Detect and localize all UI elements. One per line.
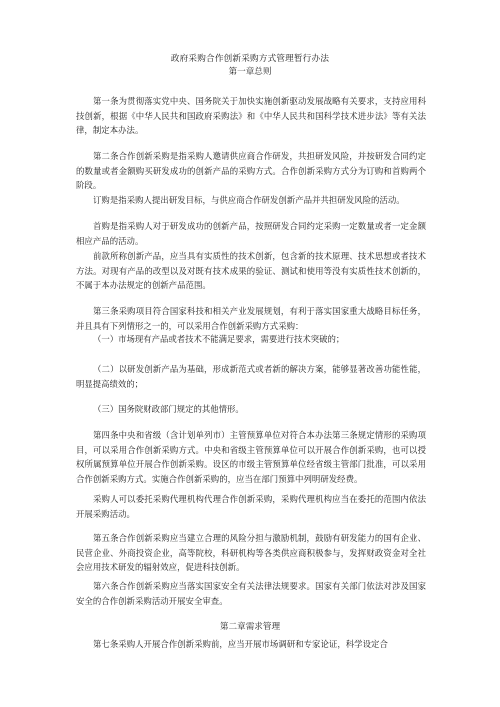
paragraph-ordering: 订购是指采购人提出研发目标，与供应商合作研发创新产品并共担研发风险的活动。 [93, 195, 405, 205]
list-item-2: （二）以研发创新产品为基础，形成新范式或者新的解决方案，能够显著改善功能性能，明显提高绩效的； [76, 364, 426, 389]
paragraph-article-1: 第一条为贯彻落实党中央、国务院关于加快实施创新驱动发展战略有关要求，支持应用科技创新，根据《中华人民共和国政府采购法》和《中华人民共和国科学技术进步法》等有关法律，制定本办法。 [76, 96, 426, 136]
chapter-heading-2: 第二章需求管理 [219, 622, 281, 632]
document-title: 政府采购合作创新采购方式管理暂行办法 [170, 54, 330, 64]
paragraph-article-2: 第二条合作创新采购是指采购人邀请供应商合作研发，共担研发风险，并按研发合同约定的数量或者金额购买研发成功的创新产品的采购方式。合作创新采购方式分为订购和首购两个阶段。 [76, 151, 426, 191]
paragraph-article-7: 第七条采购人开展合作创新采购前，应当开展市场调研和专家论证，科学设定合 [93, 639, 388, 649]
paragraph-agency: 采购人可以委托采购代理机构代理合作创新采购，采购代理机构应当在委托的范围内依法开展采购活动。 [76, 494, 426, 519]
paragraph-article-3: 第三条采购项目符合国家科技和相关产业发展规划，有利于落实国家重大战略目标任务，并且具有下列情形之一的，可以采用合作创新采购方式采购： [76, 306, 426, 331]
paragraph-innovative-product: 前款所称创新产品，应当具有实质性的技术创新，包含新的技术原理、技术思想或者技术方法。对现有产品的改型以及对既有技术成果的验证、测试和使用等没有实质性技术创新的，不属于本办法规定的创新产品范围。 [76, 251, 426, 291]
paragraph-article-6: 第六条合作创新采购应当落实国家安全有关法律法规要求。国家有关部门依法对涉及国家安全的合作创新采购活动开展安全审查。 [76, 581, 426, 606]
paragraph-first-purchase: 首购是指采购人对于研发成功的创新产品，按照研发合同约定采购一定数量或者一定金额相应产品的活动。 [76, 221, 426, 246]
chapter-heading-1: 第一章总则 [228, 67, 272, 77]
list-item-3: （三）国务院财政部门规定的其他情形。 [93, 404, 244, 414]
list-item-1: （一）市场现有产品或者技术不能满足要求，需要进行技术突破的； [93, 334, 345, 344]
paragraph-article-4: 第四条中央和省级（含计划单列市）主管预算单位对符合本办法第三条规定情形的采购项目，可以采用合作创新采购方式。中央和省级主管预算单位可以开展合作创新采购，也可以授权所属预算单位开展合作创新采购。设区的市级主管预算单位经省级主管部门批准，可以采用合作创新采购方式。实施合作创新采购的，应当在部门预算中列明研发经费。 [76, 430, 426, 484]
paragraph-article-5: 第五条合作创新采购应当建立合理的风险分担与激励机制，鼓励有研发能力的国有企业、民营企业、外商投资企业，高等院校，科研机构等各类供应商积极参与，发挥财政资金对全社会应用技术研发的辐射效应，促进科技创新。 [76, 533, 426, 573]
